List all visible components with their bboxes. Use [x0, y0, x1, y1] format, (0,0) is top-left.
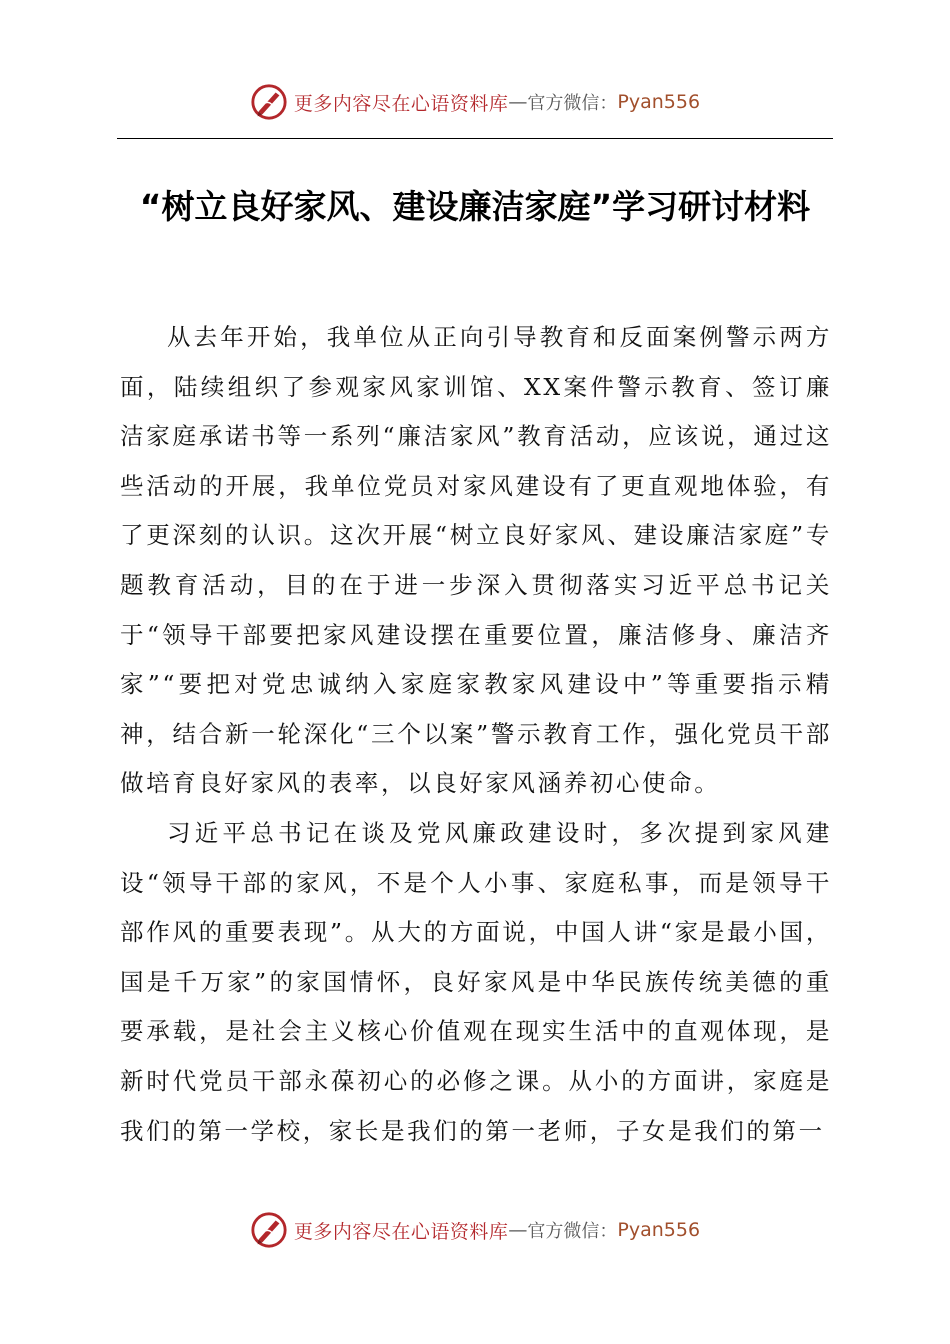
banner-wechat-id: Pyan556	[617, 91, 701, 113]
document-body	[120, 313, 832, 1156]
banner-main-text: 更多内容尽在心语资料库	[293, 92, 509, 115]
header-divider	[117, 138, 833, 139]
banner-main-text: 更多内容尽在心语资料库	[293, 1220, 509, 1243]
body-paragraph: 习近平总书记在谈及党风廉政建设时，多次提到家风建设“领导干部的家风，不是个人小事、家庭私事，而是领导干部作风的重要表现”。从大的方面说，中国人讲“家是最小国，国是千万家”的家国情怀，良好家风是中华民族传统美德的重要承载，是社会主义核心价值观在现实生活中的直观体现，是新时代党员干部永葆初心的必修之课。从小的方面讲，家庭是我们的第一学校，家长是我们的第一老师，子女是我们的第一	[120, 818, 832, 1145]
banner-wechat-label: 官方微信：	[527, 1221, 618, 1242]
pen-logo-icon	[250, 1211, 288, 1249]
document-title: “树立良好家风、建设廉洁家庭”学习研讨材料	[139, 187, 811, 226]
footer-banner	[0, 1208, 950, 1252]
banner-wechat-label: 官方微信：	[527, 93, 618, 114]
header-banner	[0, 80, 950, 124]
banner-separator: —	[508, 91, 528, 113]
body-paragraph: 从去年开始，我单位从正向引导教育和反面案例警示两方面，陆续组织了参观家风家训馆、XX案件警示教育、签订廉洁家庭承诺书等一系列“廉洁家风”教育活动，应该说，通过这些活动的开展，我单位党员对家风建设有了更直观地体验，有了更深刻的认识。这次开展“树立良好家风、建设廉洁家庭”专题教育活动，目的在于进一步深入贯彻落实习近平总书记关于“领导干部要把家风建设摆在重要位置，廉洁修身、廉洁齐家”“要把对党忠诚纳入家庭家教家风建设中”等重要指示精神，结合新一轮深化“三个以案”警示教育工作，强化党员干部做培育良好家风的表率，以良好家风涵养初心使命。	[120, 323, 832, 798]
banner-wechat-id: Pyan556	[617, 1219, 701, 1241]
pen-logo-icon	[250, 83, 288, 121]
banner-separator: —	[508, 1219, 528, 1241]
